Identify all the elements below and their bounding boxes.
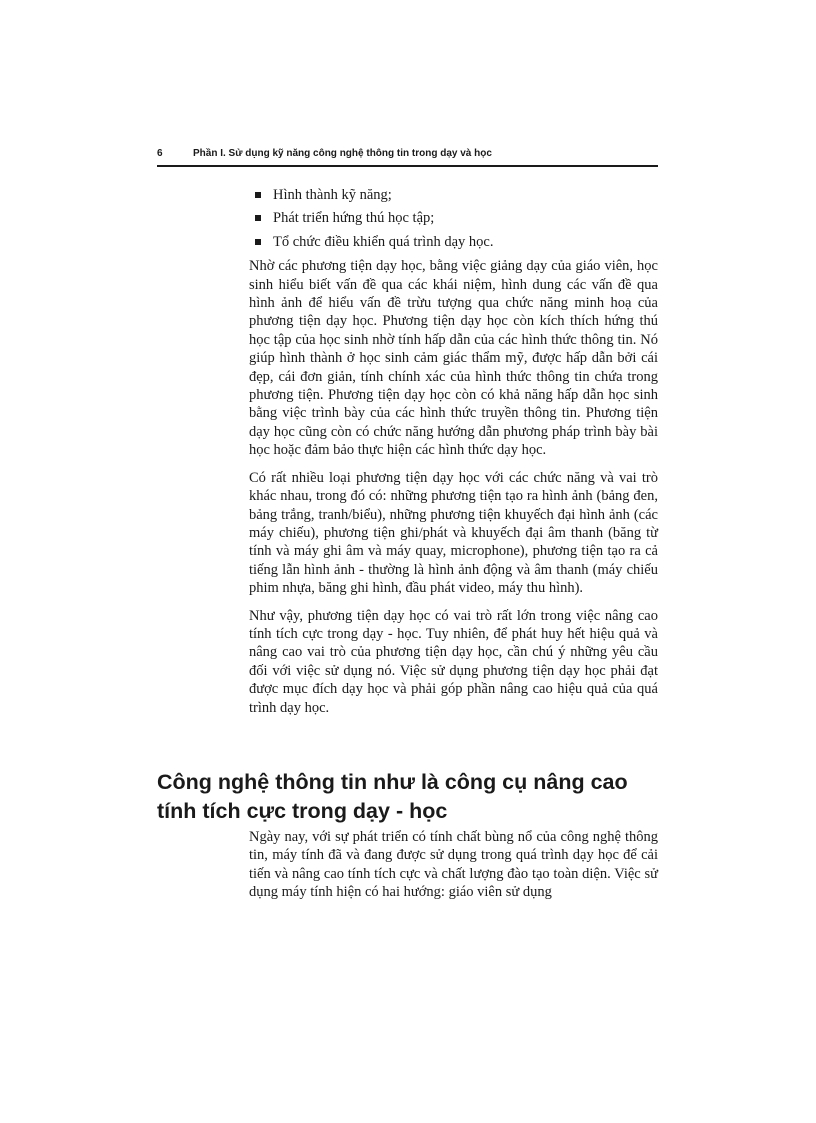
list-item-text: Hình thành kỹ năng; bbox=[273, 187, 392, 203]
list-item bbox=[249, 233, 658, 251]
paragraph: Có rất nhiều loại phương tiện dạy học với các chức năng và vai trò khác nhau, trong đó có: những phương tiện tạo ra hình ảnh (bảng đen, bảng trắng, tranh/biểu), những phương tiện khuyếch đại hình ảnh (các máy chiếu), phương tiện ghi/phát và khuyếch đại âm thanh (băng từ tính và máy ghi âm và máy quay, microphone), phương tiện tạo ra cả tiếng lẫn hình ảnh - thường là hình ảnh động và âm thanh (máy chiếu phim nhựa, băng ghi hình, đầu phát video, máy thu hình). bbox=[249, 469, 658, 597]
square-bullet-icon bbox=[255, 192, 261, 198]
page-number: 6 bbox=[157, 148, 163, 159]
list-item-text: Tổ chức điều khiển quá trình dạy học. bbox=[273, 233, 494, 250]
bullet-list bbox=[249, 186, 658, 251]
list-item bbox=[249, 209, 658, 227]
list-item-text: Phát triển hứng thú học tập; bbox=[273, 210, 435, 227]
list-item bbox=[249, 186, 658, 204]
paragraph: Như vậy, phương tiện dạy học có vai trò rất lớn trong việc nâng cao tính tích cực trong dạy - học. Tuy nhiên, để phát huy hết hiệu quả và nâng cao vai trò của phương tiện dạy học, cần chú ý những yêu cầu đối với việc sử dụng nó. Việc sử dụng phương tiện dạy học phải đạt được mục đích dạy học và phải góp phần nâng cao hiệu quả của quá trình dạy học. bbox=[249, 607, 658, 716]
section-heading: Công nghệ thông tin như là công cụ nâng cao tính tích cực trong dạy - học bbox=[157, 770, 628, 823]
body-text bbox=[249, 186, 658, 726]
paragraph: Ngày nay, với sự phát triển có tính chất bùng nổ của công nghệ thông tin, máy tính đã và đang được sử dụng trong quá trình dạy học để cải tiến và nâng cao tính tích cực và chất lượng đào tạo toàn diện. Việc sử dụng máy tính hiện có hai hướng: giáo viên sử dụng bbox=[249, 829, 658, 901]
square-bullet-icon bbox=[255, 239, 261, 245]
running-header bbox=[157, 148, 658, 167]
paragraph: Nhờ các phương tiện dạy học, bằng việc giảng dạy của giáo viên, học sinh hiểu biết vấn đề qua các khái niệm, hình dung các vấn đề qua hình ảnh để hiểu vấn đề trừu tượng qua chức năng minh hoạ của phương tiện dạy học. Phương tiện dạy học còn kích thích hứng thú học tập của học sinh nhờ tính hấp dẫn của các hình thức thông tin. Nó giúp hình thành ở học sinh cảm giác thẩm mỹ, được hấp dẫn bởi cái đẹp, cái đơn giản, tính chính xác của hình thức thông tin chứa trong phương tiện. Phương tiện dạy học còn có khả năng hấp dẫn học sinh bằng việc trình bày của các hình thức truyền thông tin. Phương tiện dạy học cũng còn có chức năng hướng dẫn phương pháp trình bày bài học hoặc đảm bảo thực hiện các hình thức dạy học. bbox=[249, 258, 658, 459]
running-title: Phần I. Sử dụng kỹ năng công nghệ thông tin trong dạy và học bbox=[193, 148, 492, 159]
square-bullet-icon bbox=[255, 215, 261, 221]
section-body bbox=[249, 828, 658, 911]
